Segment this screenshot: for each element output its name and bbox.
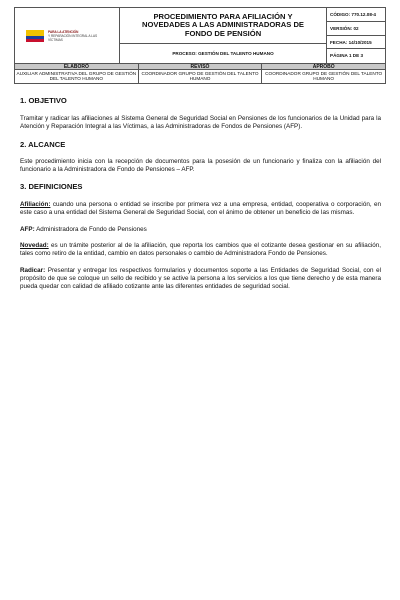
page-label: PÁGINA 1 DE 3 xyxy=(330,53,364,59)
value-aprobo: COORDINADOR GRUPO DE GESTIÓN DEL TALENTO HUMANO xyxy=(265,70,383,81)
logo-text xyxy=(48,30,108,42)
column-aprobo: APROBÓ xyxy=(312,64,335,70)
process-label: PROCESO: GESTIÓN DEL TALENTO HUMANO xyxy=(172,51,274,56)
document-body xyxy=(20,96,381,292)
date-label: FECHA: 14/10/2015 xyxy=(327,36,385,50)
approval-value-row xyxy=(15,70,385,83)
column-elaboro: ELABORÓ xyxy=(15,64,139,69)
approval-header-row xyxy=(15,63,385,70)
definition-afp xyxy=(20,226,381,234)
value-reviso: COORDINADOR GRUPO DE GESTIÓN DEL TALENTO HUMANO xyxy=(139,70,263,83)
section-title-alcance: 2. ALCANCE xyxy=(20,139,66,149)
logo-line-1: PARA LA ATENCIÓN xyxy=(48,29,79,34)
logo-cell xyxy=(15,8,120,63)
definition-afiliacion xyxy=(20,201,381,218)
definition-novedad-text: es un trámite posterior al de la afiliación, que reporta los cambios que el cotizante desea gestionar en su afiliación, tales como retiro de la entidad, cambio en datos personales o cambio de Administradora Fondo de Pensiones. xyxy=(20,242,381,258)
section-title-objetivo: 1. OBJETIVO xyxy=(20,96,67,105)
document-title: PROCEDIMIENTO PARA AFILIACIÓN Y NOVEDADES A LAS ADMINISTRADORAS DE FONDO DE PENSIÓN xyxy=(120,8,326,44)
logo-line-2: Y REPARACIÓN INTEGRAL A LAS VÍCTIMAS xyxy=(48,33,98,42)
term-novedad: Novedad: xyxy=(20,242,49,250)
document-header xyxy=(14,7,386,84)
definition-afp-text: Administradora de Fondo de Pensiones xyxy=(34,225,147,233)
code-label: CÓDIGO: 770.12.08-4 xyxy=(327,8,385,22)
section-title-definiciones: 3. DEFINICIONES xyxy=(20,182,83,192)
definition-radicar xyxy=(20,267,381,292)
definition-novedad xyxy=(20,242,381,259)
version-label: VERSIÓN: 02 xyxy=(327,22,385,36)
unidad-victimas-logo xyxy=(26,30,108,42)
document-meta xyxy=(326,8,385,63)
alcance-text: Este procedimiento inicia con la recepción de documentos para la posesión de un funcionario y finaliza con la afiliación del funcionario a la Administradora de Fondo de Pensiones – AFP. xyxy=(20,157,381,173)
colombia-flag-icon xyxy=(26,30,44,42)
objetivo-text: Tramitar y radicar las afiliaciones al Sistema General de Seguridad Social en Pensiones de los funcionarios de la Unidad para la Atención y Reparación Integral a las Víctimas, a las Administradoras de Fondos de Pensiones (AFP). xyxy=(20,115,381,131)
term-afp: AFP: xyxy=(20,225,35,233)
definition-afiliacion-text: cuando una persona o entidad se inscribe por primera vez a una empresa, entidad, cooperativa o corporación, en este caso a una entidad del Sistema General de Seguridad Social, con el ánimo de obtener un beneficio de las mismas. xyxy=(20,201,381,217)
term-afiliacion: Afiliación: xyxy=(20,201,51,209)
value-elaboro: AUXILIAR ADMINISTRATIVA DEL GRUPO DE GESTIÓN DEL TALENTO HUMANO xyxy=(15,70,139,83)
column-reviso: REVISÓ xyxy=(139,64,263,69)
definition-radicar-text: Presentar y entregar los respectivos formularios y documentos soporte a las Entidades de Seguridad Social, con el propósito de que se coloque un sello de recibido y se active la persona a los servicios a los que tiene derecho y de esta manera pueda quedar con calidad de afiliado cotizante ante las diferentes entidades de seguridad social. xyxy=(20,266,381,291)
term-radicar: Radicar: xyxy=(20,266,46,274)
